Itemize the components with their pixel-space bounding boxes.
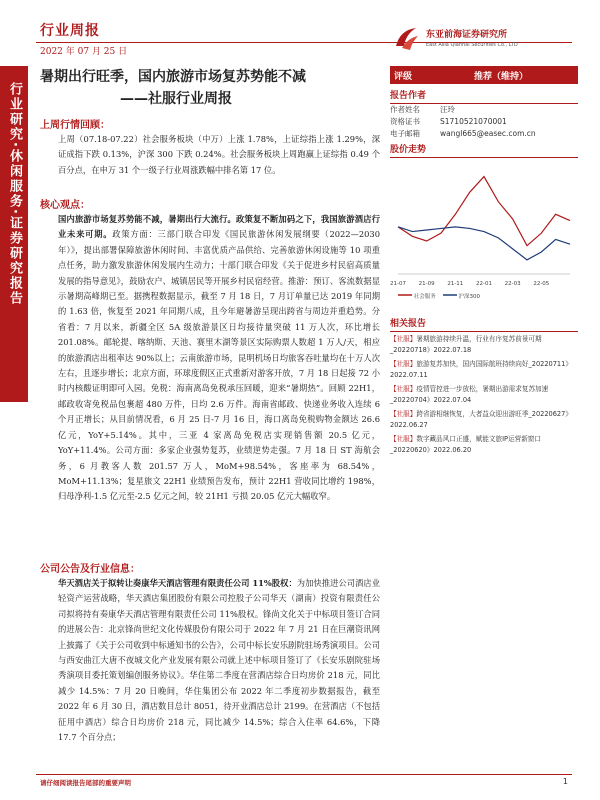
report-date: 2022 年 07 月 25 日 xyxy=(40,47,128,57)
analyst-key: 电子邮箱 xyxy=(390,129,420,138)
analyst-value: S1710521070001 xyxy=(440,117,507,126)
related-report-tag: 【社服】 xyxy=(390,410,417,418)
report-type-title: 行业周报 xyxy=(40,23,100,39)
rating-label: 评级 xyxy=(394,72,413,82)
legend-label-sector: 社会服务 xyxy=(413,294,436,300)
section-heading-company-news: 公司公告及行业信息： xyxy=(40,564,140,575)
related-report-item[interactable] xyxy=(390,409,578,431)
x-tick-label: 21-09 xyxy=(418,281,435,287)
related-report-item[interactable] xyxy=(390,334,578,356)
analyst-key: 资格证书 xyxy=(390,117,420,126)
analyst-heading: 报告作者 xyxy=(390,88,578,104)
footer-disclaimer: 请仔细阅读报告尾部的重要声明 xyxy=(40,779,131,787)
related-report-tag: 【社服】 xyxy=(390,385,417,393)
legend-swatch-index xyxy=(443,292,457,298)
chart-legend xyxy=(398,292,480,300)
section-heading-core-view: 核心观点： xyxy=(40,200,90,211)
section-heading-market-review: 上周行情回顾： xyxy=(40,120,110,131)
analyst-row-name xyxy=(390,104,455,115)
related-report-item[interactable] xyxy=(390,359,578,381)
x-tick-label: 22-03 xyxy=(504,281,521,287)
analyst-key: 作者姓名 xyxy=(390,105,420,114)
x-tick-label: 21-07 xyxy=(390,281,406,287)
related-report-text: 疫情管控进一步放松，暑期出游需求复苏加速_20220704》2022.07.04 xyxy=(390,385,549,404)
related-reports-heading: 相关报告 xyxy=(390,316,578,332)
sidebar-category xyxy=(0,66,28,402)
related-report-tag: 【社服】 xyxy=(390,435,417,443)
related-report-item[interactable] xyxy=(390,434,578,456)
page-number: 1 xyxy=(562,777,568,786)
report-main-title: 暑期出行旺季，国内旅游市场复苏势能不减 xyxy=(40,69,306,85)
related-report-text: 数字藏品风口正盛，赋能文旅IP运营新窗口_20220620》2022.06.20 xyxy=(390,435,541,454)
logo-company-name: 东亚前海证券研究所 xyxy=(426,30,508,40)
legend-label-index: 沪深300 xyxy=(458,294,481,300)
related-report-text: 旅游复苏加快，国内国际航班持续向好_20220711》2022.07.11 xyxy=(390,360,572,379)
sidebar-category-text: 行业研究·休闲服务·证券研究报告 xyxy=(7,82,22,306)
related-report-text: 跨省游相继恢复，大者益众迎出游旺季_20220627》2022.06.27 xyxy=(390,410,572,429)
analyst-value: wangl665@easec.com.cn xyxy=(440,129,536,138)
stock-trend-svg xyxy=(390,158,578,290)
stock-trend-chart xyxy=(390,158,578,306)
company-news-lead: 华天酒店关于拟转让奏康华天酒店管理有限责任公司 11%股权： xyxy=(58,578,297,588)
x-tick-label: 21-11 xyxy=(447,281,464,287)
related-report-item[interactable] xyxy=(390,384,578,406)
series-line-sector xyxy=(398,177,570,246)
related-reports-list xyxy=(390,334,578,459)
x-tick-label: 22-01 xyxy=(476,281,492,287)
analyst-value: 汪玲 xyxy=(440,105,455,114)
company-news-body: 为加快推进公司酒店业轻资产运营战略，华天酒店集团股份有限公司控股子公司华天（湖南）投资有限责任公司拟将持有奏康华天酒店管理有限责任公司 11%股权。锋尚文化关于中标项目签订合同的进展公告：北京锋尚世纪文化传媒股份有限公司于 2022 年 7 月 21 日在巨潮资讯网上披露了《关于公司收到中标通知书的公告》，公司中标长安乐剧院驻场秀演项目。公司与西安曲江大唐不夜城文化产业发展有限公司就上述中标项目签订了《长安乐剧院驻场秀演项目委托策划编创服务协议》。华住第二季度在营酒店综合日均房价 218 元，同比减少 14.5%：7 月 20 日晚间，华住集团公布 2022 年二季度初步数据报告，截至 2022 年 6 月 30 日，酒店数目总计 8051，待开业酒店总计 2199。在营酒店（不包括征用中酒店）综合日均房价 218 元，同比减少 14.5%；综合入住率 64.6%，下降 17.7 个百分点； xyxy=(58,578,380,743)
related-report-text: 暑期旅游持续升温，行业有序复苏前景可期_20220718》2022.07.18 xyxy=(390,335,542,354)
footer-divider xyxy=(36,774,572,775)
legend-swatch-sector xyxy=(398,292,412,298)
company-logo xyxy=(392,22,562,66)
analyst-row-cert xyxy=(390,116,507,127)
rating-value: 推荐（维持） xyxy=(474,72,529,82)
report-sub-title: ——社服行业周报 xyxy=(120,91,232,107)
logo-company-name-en: East Asia Qianhai Securities Co., LTD xyxy=(426,42,518,48)
company-news-text xyxy=(58,576,380,770)
rating-bar xyxy=(390,66,578,84)
market-review-text: 上周（07.18-07.22）社会服务板块（中万）上涨 1.78%，上证综指上涨 1.29%，深证成指下跌 0.13%，沪深 300 下跌 0.24%。社会服务板块上周跑赢上证综指 0.49 个百分点，在申万 31 个一级子行业周涨跌幅中排名第 17 位。 xyxy=(58,134,380,175)
related-report-tag: 【社服】 xyxy=(390,335,417,343)
core-view-lead: 国内旅游市场复苏势能不减，暑期出行大流行。政策复不断加码之下，我国旅游酒店行业未来可期。 xyxy=(58,214,380,240)
x-tick-label: 22-05 xyxy=(533,281,550,287)
core-view-body: 政策方面：三部门联合印发《国民旅游休闲发展纲要（2022—2030 年）》，提出部署保障旅游休闲时间、丰富优质产品供给、完善旅游休闲设施等 10 项重点任务，助力激发旅游休闲发展内生动力；十部门联合印发《关于促进乡村民宿高质量发展的指导意见》，鼓励农户、城镇居民等开展乡村民宿经营。推游：预订、客流数据显示暑期高峰期已至。据携程数据显示，截至 7 月 18 日，7 月订单量已达 2019 年同期的 1.63 倍，恢复至 2021 年同期八成，且今年避暑游呈现出跨省与周边并重趋势。分省看：7 月以来，新疆全区 5A 级旅游景区日均接待量突破 11 万人次，环比增长 201.08%。邮轮提、喀纳斯、天池、赛里木湖等景区实际购票人数超 1 万人/天，相应的旅游酒店出租率达 90%以上；云南旅游市场，昆明机场日均旅客吞吐量均在十万人次左右，且逐步增长；北京方面，环球度假区正式重新对游客开放，7 月 18 日起接 72 小时内核酸证明即可入园。免税：海南离岛免税承压回暖，迎来“暑期热”。回顾 22H1，邮政收寄免税品包裹超 480 万件，日均 2.6 万件。海南省邮政、快递业务收入连续 6 个月正增长；从目前情况看，6 月 25 日-7 月 16 日，海口离岛免税购物金额达 26.6 亿元，YoY+5.14%。其中，三亚 4 家离岛免税店实现销售额 20.5 亿元，YoY+11.4%。公司方面：多家企业强势复苏，业绩逆势走强。7 月 18 日 ST 海航会务，6 月教客人数 201.57 万人，MoM+98.54%，客座率为 68.54%，MoM+11.13%；复星旅文 22H1 业绩预告发布，预计 22H1 营收同比增约 198%，归母净利-1.5 亿元至-2.5 亿元之间，较 21H1 亏损 20.05 亿元大幅收窄。 xyxy=(58,229,380,502)
related-report-tag: 【社服】 xyxy=(390,360,417,368)
core-view-text xyxy=(58,212,380,552)
analyst-row-email xyxy=(390,128,536,139)
stock-trend-heading: 股价走势 xyxy=(390,142,578,158)
series-line-index xyxy=(398,227,570,260)
logo-mark-icon xyxy=(392,24,420,52)
